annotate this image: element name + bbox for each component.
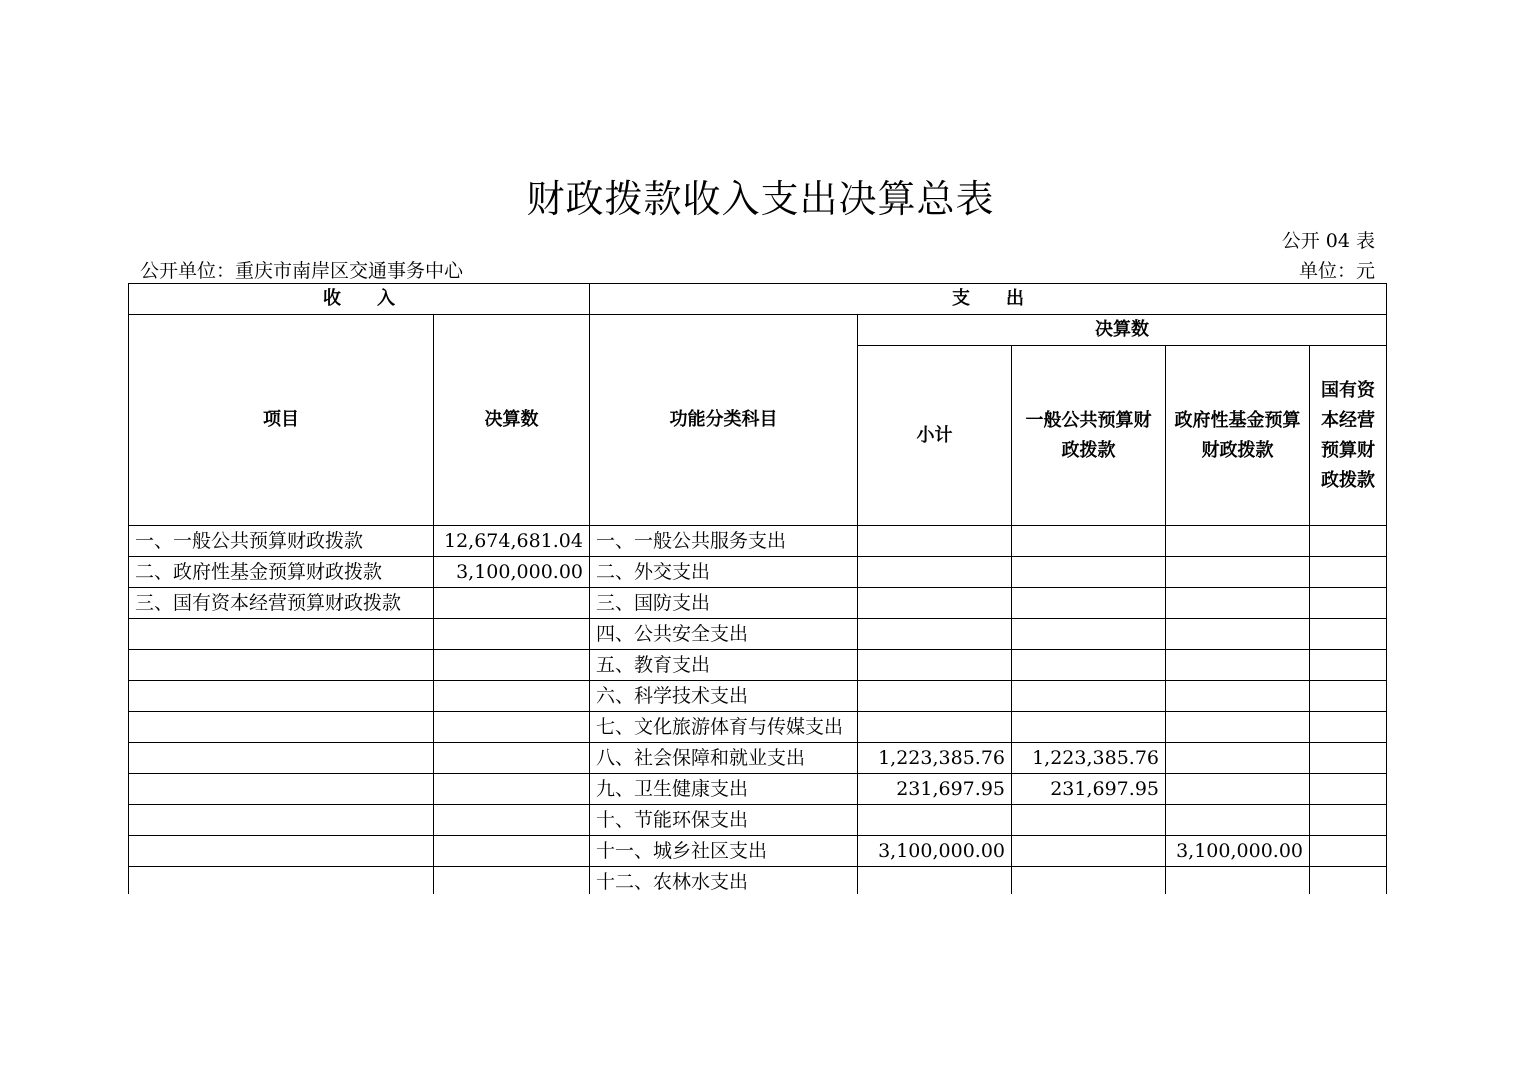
capital-budget-header: 国有资本经营预算财政拨款 xyxy=(1310,346,1387,526)
income-amount-header: 决算数 xyxy=(434,315,590,526)
income-item-cell: 一、一般公共预算财政拨款 xyxy=(129,526,434,557)
general-budget-cell xyxy=(1012,619,1166,650)
capital-budget-cell xyxy=(1310,650,1387,681)
income-item-cell: 二、政府性基金预算财政拨款 xyxy=(129,557,434,588)
income-item-cell xyxy=(129,743,434,774)
general-budget-cell xyxy=(1012,712,1166,743)
subtotal-cell xyxy=(858,557,1012,588)
income-item-cell xyxy=(129,650,434,681)
general-budget-cell xyxy=(1012,588,1166,619)
fund-budget-cell xyxy=(1166,650,1310,681)
table-row xyxy=(129,650,1387,681)
subtotal-cell: 3,100,000.00 xyxy=(858,836,1012,867)
capital-budget-cell xyxy=(1310,867,1387,898)
function-category-cell: 十一、城乡社区支出 xyxy=(590,836,858,867)
function-category-cell: 七、文化旅游体育与传媒支出 xyxy=(590,712,858,743)
subtotal-cell xyxy=(858,681,1012,712)
fund-budget-cell xyxy=(1166,681,1310,712)
income-amount-cell xyxy=(434,774,590,805)
capital-budget-cell xyxy=(1310,712,1387,743)
fund-budget-cell xyxy=(1166,557,1310,588)
income-item-header: 项目 xyxy=(129,315,434,526)
income-item-cell: 三、国有资本经营预算财政拨款 xyxy=(129,588,434,619)
function-category-cell: 十、节能环保支出 xyxy=(590,805,858,836)
general-budget-cell: 231,697.95 xyxy=(1012,774,1166,805)
subtotal-cell xyxy=(858,619,1012,650)
fund-budget-cell xyxy=(1166,743,1310,774)
income-amount-cell: 12,674,681.04 xyxy=(434,526,590,557)
subtotal-cell xyxy=(858,867,1012,898)
final-amount-header: 决算数 xyxy=(858,315,1387,346)
function-category-header: 功能分类科目 xyxy=(590,315,858,526)
income-item-cell xyxy=(129,681,434,712)
capital-budget-cell xyxy=(1310,526,1387,557)
capital-budget-cell xyxy=(1310,557,1387,588)
general-budget-header: 一般公共预算财政拨款 xyxy=(1012,346,1166,526)
capital-budget-cell xyxy=(1310,588,1387,619)
form-number: 公开 04 表 xyxy=(1281,230,1375,252)
capital-budget-cell xyxy=(1310,805,1387,836)
fund-budget-header: 政府性基金预算财政拨款 xyxy=(1166,346,1310,526)
capital-budget-cell xyxy=(1310,836,1387,867)
income-amount-cell: 3,100,000.00 xyxy=(434,557,590,588)
table-row xyxy=(129,526,1387,557)
income-amount-cell xyxy=(434,867,590,898)
header-row-middle xyxy=(129,315,1387,346)
table-row xyxy=(129,681,1387,712)
function-category-cell: 十二、农林水支出 xyxy=(590,867,858,898)
function-category-cell: 六、科学技术支出 xyxy=(590,681,858,712)
function-category-cell: 九、卫生健康支出 xyxy=(590,774,858,805)
function-category-cell: 二、外交支出 xyxy=(590,557,858,588)
table-row xyxy=(129,588,1387,619)
function-category-cell: 五、教育支出 xyxy=(590,650,858,681)
income-item-cell xyxy=(129,867,434,898)
income-header: 收 入 xyxy=(129,284,590,315)
function-category-cell: 四、公共安全支出 xyxy=(590,619,858,650)
general-budget-cell xyxy=(1012,867,1166,898)
subtotal-cell xyxy=(858,712,1012,743)
fund-budget-cell xyxy=(1166,867,1310,898)
subtotal-cell xyxy=(858,526,1012,557)
fund-budget-cell xyxy=(1166,774,1310,805)
table-row xyxy=(129,712,1387,743)
subtotal-cell: 1,223,385.76 xyxy=(858,743,1012,774)
income-amount-cell xyxy=(434,743,590,774)
income-item-cell xyxy=(129,805,434,836)
table-row xyxy=(129,557,1387,588)
function-category-cell: 三、国防支出 xyxy=(590,588,858,619)
income-amount-cell xyxy=(434,681,590,712)
general-budget-cell xyxy=(1012,805,1166,836)
fund-budget-cell xyxy=(1166,526,1310,557)
table-row xyxy=(129,743,1387,774)
capital-budget-cell xyxy=(1310,681,1387,712)
income-amount-cell xyxy=(434,619,590,650)
subtotal-cell xyxy=(858,805,1012,836)
general-budget-cell xyxy=(1012,681,1166,712)
income-item-cell xyxy=(129,836,434,867)
table-row xyxy=(129,774,1387,805)
organization-label: 公开单位：重庆市南岸区交通事务中心 xyxy=(140,260,464,282)
table-row xyxy=(129,805,1387,836)
income-amount-cell xyxy=(434,650,590,681)
subtotal-cell xyxy=(858,650,1012,681)
header-row-top xyxy=(129,284,1387,315)
fund-budget-cell: 3,100,000.00 xyxy=(1166,836,1310,867)
income-item-cell xyxy=(129,774,434,805)
currency-unit-label: 单位：元 xyxy=(1298,260,1375,282)
subtotal-cell xyxy=(858,588,1012,619)
general-budget-cell xyxy=(1012,526,1166,557)
fiscal-appropriation-table xyxy=(128,283,1387,898)
page-title: 财政拨款收入支出决算总表 xyxy=(526,177,995,221)
expense-header: 支 出 xyxy=(590,284,1387,315)
capital-budget-cell xyxy=(1310,774,1387,805)
income-item-cell xyxy=(129,619,434,650)
income-amount-cell xyxy=(434,836,590,867)
page-bottom-blank xyxy=(0,894,1521,1075)
income-amount-cell xyxy=(434,588,590,619)
fund-budget-cell xyxy=(1166,588,1310,619)
income-amount-cell xyxy=(434,805,590,836)
unit-row xyxy=(140,256,1375,283)
income-item-cell xyxy=(129,712,434,743)
capital-budget-cell xyxy=(1310,619,1387,650)
fund-budget-cell xyxy=(1166,619,1310,650)
table-row xyxy=(129,867,1387,898)
subtotal-header: 小计 xyxy=(858,346,1012,526)
general-budget-cell: 1,223,385.76 xyxy=(1012,743,1166,774)
table-row xyxy=(129,836,1387,867)
fund-budget-cell xyxy=(1166,712,1310,743)
subtotal-cell: 231,697.95 xyxy=(858,774,1012,805)
fund-budget-cell xyxy=(1166,805,1310,836)
income-amount-cell xyxy=(434,712,590,743)
table-row xyxy=(129,619,1387,650)
general-budget-cell xyxy=(1012,650,1166,681)
general-budget-cell xyxy=(1012,557,1166,588)
function-category-cell: 一、一般公共服务支出 xyxy=(590,526,858,557)
general-budget-cell xyxy=(1012,836,1166,867)
function-category-cell: 八、社会保障和就业支出 xyxy=(590,743,858,774)
capital-budget-cell xyxy=(1310,743,1387,774)
